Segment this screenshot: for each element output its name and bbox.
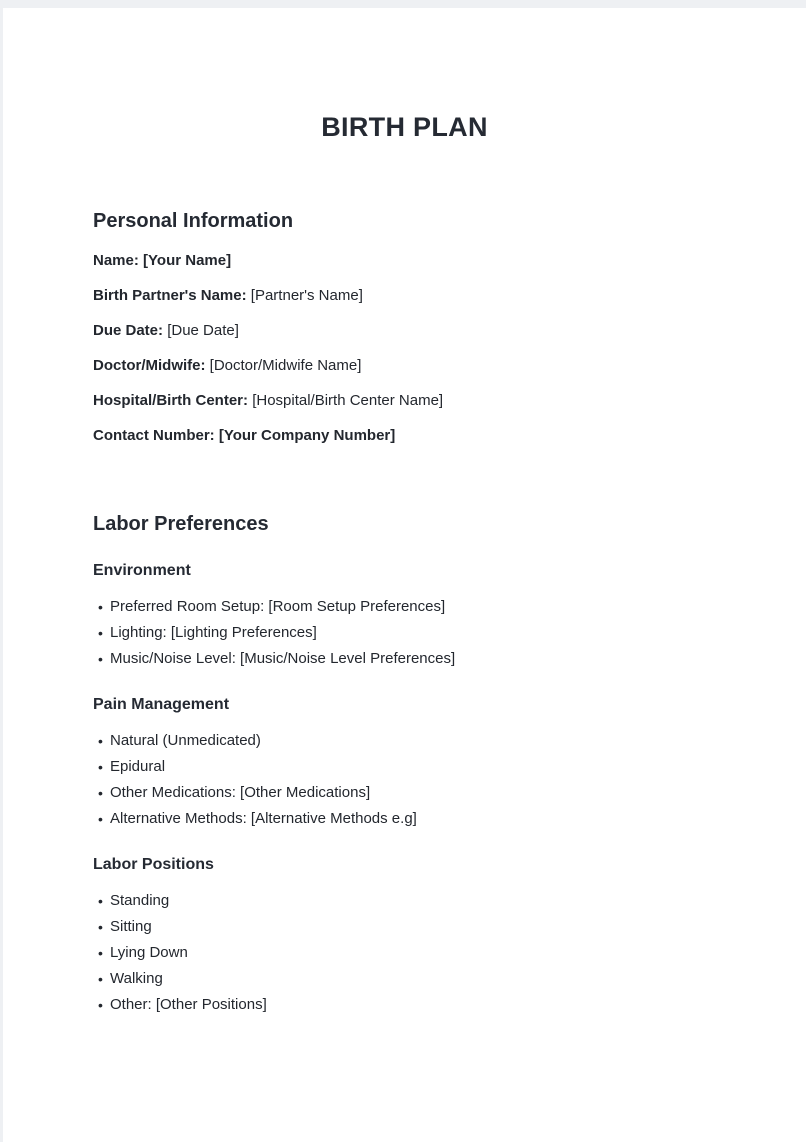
field-value: [Partner's Name] — [250, 287, 363, 304]
list-item: • Natural (Unmedicated) — [93, 728, 716, 754]
field-value: [Your Company Number] — [218, 427, 396, 444]
field-due-date — [93, 320, 716, 341]
list-item: • Walking — [93, 966, 716, 992]
sub-heading-labor-positions: Labor Positions — [93, 856, 214, 873]
list-item: • Standing — [93, 888, 716, 914]
field-contact-number — [93, 425, 716, 446]
section-heading-labor-preferences: Labor Preferences — [93, 513, 269, 535]
document-content — [3, 8, 806, 1018]
field-doctor-midwife — [93, 355, 716, 376]
sub-heading-environment: Environment — [93, 562, 191, 579]
field-value: [Your Name] — [143, 252, 232, 269]
field-birth-partner-name — [93, 285, 716, 306]
document-page — [3, 8, 806, 1142]
field-value: [Doctor/Midwife Name] — [209, 357, 362, 374]
field-value: [Hospital/Birth Center Name] — [252, 392, 444, 409]
personal-information-fields — [93, 250, 716, 446]
list-item: • Other: [Other Positions] — [93, 992, 716, 1018]
section-heading-personal-information: Personal Information — [93, 210, 294, 232]
list-item: • Music/Noise Level: [Music/Noise Level Preferences] — [93, 646, 716, 672]
list-item: • Preferred Room Setup: [Room Setup Preferences] — [93, 594, 716, 620]
field-value: [Due Date] — [167, 322, 239, 339]
labor-positions-list — [93, 888, 716, 1018]
sub-heading-pain-management: Pain Management — [93, 696, 230, 713]
list-item: • Lighting: [Lighting Preferences] — [93, 620, 716, 646]
field-label: Name: — [93, 252, 139, 269]
field-hospital-birth-center — [93, 390, 716, 411]
environment-list — [93, 594, 716, 672]
field-label: Doctor/Midwife: — [93, 357, 206, 374]
list-item: • Sitting — [93, 914, 716, 940]
field-label: Hospital/Birth Center: — [93, 392, 249, 409]
pain-management-list — [93, 728, 716, 832]
list-item: • Epidural — [93, 754, 716, 780]
list-item: • Other Medications: [Other Medications] — [93, 780, 716, 806]
field-name — [93, 250, 716, 271]
field-label: Contact Number: — [93, 427, 215, 444]
list-item: • Lying Down — [93, 940, 716, 966]
field-label: Birth Partner's Name: — [93, 287, 247, 304]
field-label: Due Date: — [93, 322, 164, 339]
list-item: • Alternative Methods: [Alternative Methods e.g] — [93, 806, 716, 832]
document-title: BIRTH PLAN — [321, 112, 488, 142]
